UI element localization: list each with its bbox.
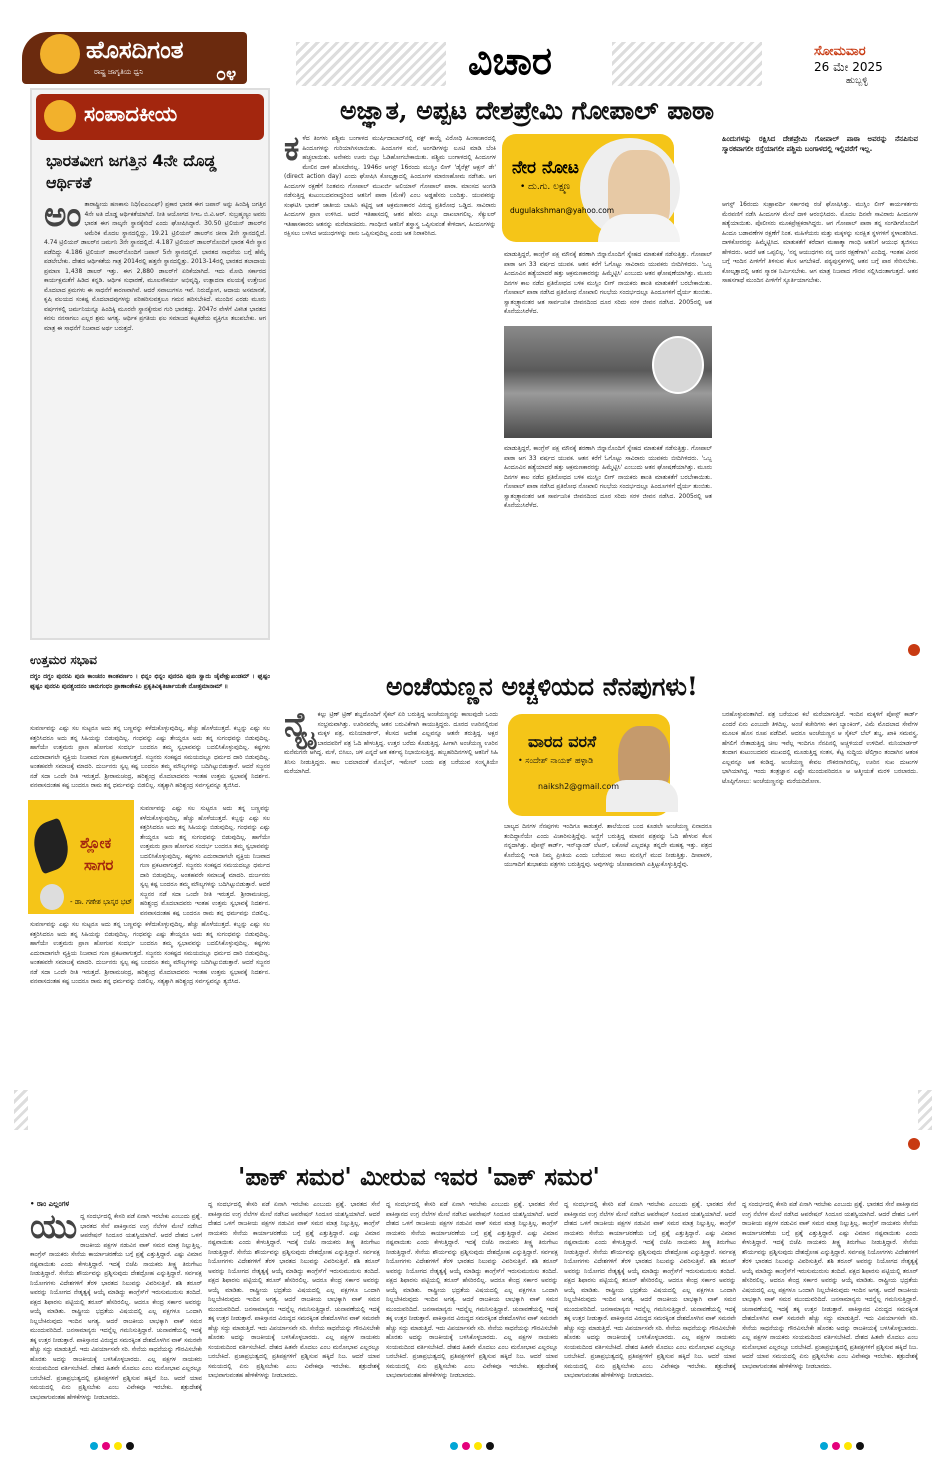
shloka-card-line2: ಸಾಗರ — [84, 856, 114, 874]
article-gopal-col2a — [504, 250, 712, 324]
article-pak-text-5: ದ್ಧ ಸಂದರ್ಭದಲ್ಲಿ ಕೇಸರಿ ಪಡೆ ಏನಾಗಿ ಇರಬೇಕು ಎಂಬುದು ಪ್ರಶ್ನೆ. ಭಾರತದ ಸೇನೆ ಪಾಕಿಸ್ತಾನದ ಉಗ್ರ ನೆಲೆಗಳ ಮೇಲೆ ನಡೆಸಿದ ಆಪರೇಷನ್ ಸಿಂದೂರ ಯಶಸ್ವಿಯಾಗಿದೆ. ಆದರೆ ದೇಶದ ಒಳಗೆ ರಾಜಕೀಯ ಪಕ್ಷಗಳ ನಡುವಿನ ವಾಕ್ ಸಮರ ಮಾತ್ರ ನಿಲ್ಲುತ್ತಿಲ್ಲ. ಕಾಂಗ್ರೆಸ್ ನಾಯಕರು ಸೇನೆಯ ಕಾರ್ಯಾಚರಣೆಯ ಬಗ್ಗೆ ಪ್ರಶ್ನೆ ಎತ್ತುತ್ತಿದ್ದಾರೆ. ಎಷ್ಟು ವಿಮಾನ ನಷ್ಟವಾಯಿತು ಎಂದು ಕೇಳುತ್ತಿದ್ದಾರೆ. ಇದಕ್ಕೆ ಬಿಜೆಪಿ ನಾಯಕರು ತೀಕ್ಷ್ಣ ತಿರುಗೇಟು ನೀಡುತ್ತಿದ್ದಾರೆ. ಸೇನೆಯ ಶೌರ್ಯವನ್ನು ಪ್ರಶ್ನಿಸುವುದು ದೇಶದ್ರೋಹ ಎನ್ನುತ್ತಿದ್ದಾರೆ. ಸರ್ವಪಕ್ಷ ನಿಯೋಗಗಳು ವಿದೇಶಗಳಿಗೆ ತೆರಳಿ ಭಾರತದ ನಿಲುವನ್ನು ವಿವರಿಸುತ್ತಿವೆ. ಶಶಿ ತರೂರ್ ಅವರನ್ನು ನಿಯೋಗದ ನೇತೃತ್ವಕ್ಕೆ ಆಯ್ಕೆ ಮಾಡಿದ್ದು ಕಾಂಗ್ರೆಸ್‌ಗೆ ಇರುಸುಮುರುಸು ತಂದಿದೆ. ಪಕ್ಷದ ಶಿಫಾರಸು ಪಟ್ಟಿಯಲ್ಲಿ ತರೂರ್ ಹೆಸರಿರಲಿಲ್ಲ. ಆದರೂ ಕೇಂದ್ರ ಸರ್ಕಾರ ಅವರನ್ನು ಆಯ್ಕೆ ಮಾಡಿತು. ರಾಷ್ಟ್ರೀಯ ಭದ್ರತೆಯ ವಿಷಯದಲ್ಲಿ ಎಲ್ಲ ಪಕ್ಷಗಳೂ ಒಂದಾಗಿ ನಿಲ್ಲಬೇಕಿರುವುದು ಇಂದಿನ ಅಗತ್ಯ. ಆದರೆ ರಾಜಕೀಯ ಲಾಭಕ್ಕಾಗಿ ವಾಕ್ ಸಮರ ಮುಂದುವರಿದಿದೆ. ಜನಸಾಮಾನ್ಯರು ಇದನ್ನೆಲ್ಲ ಗಮನಿಸುತ್ತಿದ್ದಾರೆ. ಚುನಾವಣೆಯಲ್ಲಿ ಇದಕ್ಕೆ ತಕ್ಕ ಉತ್ತರ ನೀಡುತ್ತಾರೆ. ಪಾಕಿಸ್ತಾನದ ವಿರುದ್ಧದ ಸಮರಕ್ಕಿಂತ ದೇಶದೊಳಗಿನ ವಾಕ್ ಸಮರವೇ ಹೆಚ್ಚು ಸದ್ದು ಮಾಡುತ್ತಿದೆ. ಇದು ವಿಪರ್ಯಾಸವೇ ಸರಿ. ಸೇನೆಯ ಸಾಧನೆಯನ್ನು ಗೌರವಿಸಬೇಕೇ ಹೊರತು ಅದನ್ನು ರಾಜಕೀಯಕ್ಕೆ ಬಳಸಿಕೊಳ್ಳಬಾರದು. ಎಲ್ಲ ಪಕ್ಷಗಳ ನಾಯಕರು ಸಂಯಮದಿಂದ ವರ್ತಿಸಬೇಕಿದೆ. ದೇಶದ ಹಿತವೇ ಮೊದಲು ಎಂಬ ಮನೋಭಾವ ಎಲ್ಲರಲ್ಲೂ ಬರಬೇಕಿದೆ. ಪ್ರಜಾಪ್ರಭುತ್ವದಲ್ಲಿ ಪ್ರತಿಪಕ್ಷಗಳಿಗೆ ಪ್ರಶ್ನಿಸುವ ಹಕ್ಕಿದೆ ನಿಜ. ಆದರೆ ಯಾವ ಸಮಯದಲ್ಲಿ ಏನು ಪ್ರಶ್ನಿಸಬೇಕು ಎಂಬ ವಿವೇಕವೂ ಇರಬೇಕು. ಶತ್ರುದೇಶಕ್ಕೆ ಲಾಭವಾಗುವಂತಹ ಹೇಳಿಕೆಗಳನ್ನು ನೀಡಬಾರದು. — [742, 1201, 918, 1370]
article-gopal-text-3: ಆಗಸ್ಟ್ 16ರಂದು ಸುಹ್ರಾವರ್ದಿ ಸರ್ಕಾರವು ರಜೆ ಘೋಷಿಸಿತ್ತು. ಮುಸ್ಲಿಂ ಲೀಗ್ ಕಾರ್ಯಕರ್ತರು ಮೆರವಣಿಗೆ ನಡೆಸಿ ಹಿಂದೂಗಳ ಮೇಲೆ ದಾಳಿ ಆರಂಭಿಸಿದರು. ಮೊದಲ ದಿನವೇ ಸಾವಿರಾರು ಹಿಂದೂಗಳ ಹತ್ಯೆಯಾಯಿತು. ಪೊಲೀಸರು ಮೂಕಪ್ರೇಕ್ಷಕರಾಗಿದ್ದರು. ಆಗ ಗೋಪಾಲ್ ಪಾಠಾ ತನ್ನ ಸಂಗಡಿಗರೊಂದಿಗೆ ಹಿಂದೂ ಬಡಾವಣೆಗಳ ರಕ್ಷಣೆಗೆ ನಿಂತ. ಮಹಿಳೆಯರು ಮತ್ತು ಮಕ್ಕಳನ್ನು ಸುರಕ್ಷಿತ ಸ್ಥಳಗಳಿಗೆ ಸ್ಥಳಾಂತರಿಸಿದ. ದಾಳಿಕೋರರನ್ನು ಹಿಮ್ಮೆಟ್ಟಿಸಿದ. ಮಾತುಕತೆಗೆ ಕರೆದಾಗ ಮಹಾತ್ಮಾ ಗಾಂಧಿ ಆತನಿಗೆ ಆಯುಧ ತ್ಯಜಿಸಲು ಹೇಳಿದರು. ಆದರೆ ಆತ ಒಪ್ಪಲಿಲ್ಲ. 'ನನ್ನ ಆಯುಧಗಳು ನನ್ನ ಜನರ ರಕ್ಷಣೆಗಾಗಿ' ಎಂದಿದ್ದ. ಇಂತಹ ವೀರನ ಬಗ್ಗೆ ಇಂದಿನ ಪೀಳಿಗೆಗೆ ತಿಳಿಸುವ ಕೆಲಸ ಆಗಬೇಕಿದೆ. ಪಠ್ಯಪುಸ್ತಕಗಳಲ್ಲಿ ಆತನ ಬಗ್ಗೆ ಪಾಠ ಸೇರಿಸಬೇಕು. ಕೋಲ್ಕತ್ತಾದಲ್ಲಿ ಆತನ ಸ್ಮಾರಕ ನಿರ್ಮಿಸಬೇಕು. ಆಗ ಮಾತ್ರ ನಿಜವಾದ ಗೌರವ ಸಲ್ಲಿಸಿದಂತಾಗುತ್ತದೆ. ಆತನ ಸಾಹಸಗಾಥೆ ಮುಂದಿನ ಪೀಳಿಗೆಗೆ ಸ್ಫೂರ್ತಿಯಾಗಬೇಕು. — [722, 201, 918, 284]
author-email-link-2[interactable]: naiksh2@gmail.com — [538, 782, 620, 791]
editorial-body — [44, 200, 266, 636]
logo-emblem-icon — [40, 34, 80, 74]
yellow-dot — [844, 1442, 852, 1450]
article-gopal-pullquote — [722, 134, 918, 192]
article-gopal-dropcap: ಕ — [284, 134, 300, 169]
subhava-text-3: ಸುವರ್ಣವನ್ನು ಎಷ್ಟು ಸಲ ಸುಟ್ಟರೂ ಅದು ತನ್ನ ಬಣ್ಣವನ್ನು ಕಳೆದುಕೊಳ್ಳುವುದಿಲ್ಲ, ಹೆಚ್ಚು ಹೊಳೆಯುತ್ತದೆ. ಕಬ್ಬನ್ನು ಎಷ್ಟು ಸಲ ಕತ್ತರಿಸಿದರೂ ಅದು ತನ್ನ ಸಿಹಿಯನ್ನು ಬಿಡುವುದಿಲ್ಲ. ಗಂಧವನ್ನು ಎಷ್ಟು ತೇಯ್ದರೂ ಅದು ತನ್ನ ಸುಗಂಧವನ್ನು ಬಿಡುವುದಿಲ್ಲ. ಹಾಗೆಯೇ ಉತ್ತಮರು ಪ್ರಾಣ ಹೋಗುವ ಸಂದರ್ಭ ಬಂದರೂ ತಮ್ಮ ಸ್ವಭಾವವನ್ನು ಬದಲಿಸಿಕೊಳ್ಳುವುದಿಲ್ಲ. ಕಷ್ಟಗಳು ಎದುರಾದಾಗಲೇ ವ್ಯಕ್ತಿಯ ನಿಜವಾದ ಗುಣ ಪ್ರಕಟವಾಗುತ್ತದೆ. ಸಜ್ಜನರು ಸಂಕಷ್ಟದ ಸಮಯದಲ್ಲೂ ಧರ್ಮದ ದಾರಿ ಬಿಡುವುದಿಲ್ಲ. ಅಂತಹವರೇ ಸಮಾಜಕ್ಕೆ ಮಾದರಿ. ದುರ್ಜನರು ಸ್ವಲ್ಪ ಕಷ್ಟ ಬಂದರೂ ತಮ್ಮ ಮೌಲ್ಯಗಳನ್ನು ಬದಿಗಿಟ್ಟುಬಿಡುತ್ತಾರೆ. ಆದರೆ ಸಜ್ಜನರ ನಡೆ ಸದಾ ಒಂದೇ ರೀತಿ ಇರುತ್ತದೆ. ಶ್ರೀರಾಮಚಂದ್ರ, ಹರಿಶ್ಚಂದ್ರ ಮೊದಲಾದವರು ಇಂತಹ ಉತ್ತಮ ಸ್ವಭಾವಕ್ಕೆ ನಿದರ್ಶನ. ವನವಾಸದಂತಹ ಕಷ್ಟ ಬಂದರೂ ರಾಮ ತನ್ನ ಧರ್ಮವನ್ನು ಬಿಡಲಿಲ್ಲ. ಸತ್ಯಕ್ಕಾಗಿ ಹರಿಶ್ಚಂದ್ರ ಸರ್ವಸ್ವವನ್ನೂ ತ್ಯಜಿಸಿದ. — [30, 921, 270, 985]
article-gopal-text-2b: ಮಾಡುತ್ತಿದ್ದರೆ, ಕಾಂಗ್ರೆಸ್ ಪಕ್ಷ ಮೌನಕ್ಕೆ ಶರಣಾಗಿ ಜಿನ್ನಾನೊಂದಿಗೆ ಸ್ನೇಹದ ಮಾತುಕತೆ ನಡೆಸುತ್ತಿತ್ತು. ಗೋಪಾಲ್ ಪಾಠಾ ಆಗ 33 ವರ್ಷದ ಯುವಕ. ಆತನ ಕರೆಗೆ ಓಗೊಟ್ಟು ಸಾವಿರಾರು ಯುವಕರು ಬೀದಿಗಿಳಿದರು. 'ಒಬ್ಬ ಹಿಂದೂವಿನ ಹತ್ಯೆಯಾದರೆ ಹತ್ತು ಆಕ್ರಮಣಕಾರರನ್ನು ಹಿಮ್ಮೆಟ್ಟಿಸಿ' ಎಂಬುದು ಆತನ ಘೋಷಣೆಯಾಗಿತ್ತು. ಮೂರು ದಿನಗಳ ಕಾಲ ನಡೆದ ಪ್ರತಿರೋಧದ ಬಳಿಕ ಮುಸ್ಲಿಂ ಲೀಗ್ ನಾಯಕರು ಶಾಂತಿ ಮಾತುಕತೆಗೆ ಬರಬೇಕಾಯಿತು. ಗೋಪಾಲ್ ಪಾಠಾ ನಡೆಸಿದ ಪ್ರತಿರೋಧ ನೋಖಾಲಿ ಗಲಭೆಯ ಸಂದರ್ಭದಲ್ಲೂ ಹಿಂದೂಗಳಿಗೆ ಧೈರ್ಯ ತುಂಬಿತು. ಸ್ವಾತಂತ್ರ್ಯಾನಂತರ ಆತ ಸಾರ್ವಜನಿಕ ಜೀವನದಿಂದ ದೂರ ಸರಿದು ಸರಳ ಜೀವನ ನಡೆಸಿದ. 2005ರಲ್ಲಿ ಆತ ಕೊನೆಯುಸಿರೆಳೆದ. — [504, 445, 712, 509]
article-pak-col4 — [564, 1200, 736, 1436]
yellow-dot — [474, 1442, 482, 1450]
subhava-body-top — [30, 724, 270, 800]
article-pak-col5 — [742, 1200, 918, 1436]
column-author: • ದು.ಗು. ಲಕ್ಷ್ಮಣ — [520, 182, 570, 192]
article-pak-text-4: ದ್ಧ ಸಂದರ್ಭದಲ್ಲಿ ಕೇಸರಿ ಪಡೆ ಏನಾಗಿ ಇರಬೇಕು ಎಂಬುದು ಪ್ರಶ್ನೆ. ಭಾರತದ ಸೇನೆ ಪಾಕಿಸ್ತಾನದ ಉಗ್ರ ನೆಲೆಗಳ ಮೇಲೆ ನಡೆಸಿದ ಆಪರೇಷನ್ ಸಿಂದೂರ ಯಶಸ್ವಿಯಾಗಿದೆ. ಆದರೆ ದೇಶದ ಒಳಗೆ ರಾಜಕೀಯ ಪಕ್ಷಗಳ ನಡುವಿನ ವಾಕ್ ಸಮರ ಮಾತ್ರ ನಿಲ್ಲುತ್ತಿಲ್ಲ. ಕಾಂಗ್ರೆಸ್ ನಾಯಕರು ಸೇನೆಯ ಕಾರ್ಯಾಚರಣೆಯ ಬಗ್ಗೆ ಪ್ರಶ್ನೆ ಎತ್ತುತ್ತಿದ್ದಾರೆ. ಎಷ್ಟು ವಿಮಾನ ನಷ್ಟವಾಯಿತು ಎಂದು ಕೇಳುತ್ತಿದ್ದಾರೆ. ಇದಕ್ಕೆ ಬಿಜೆಪಿ ನಾಯಕರು ತೀಕ್ಷ್ಣ ತಿರುಗೇಟು ನೀಡುತ್ತಿದ್ದಾರೆ. ಸೇನೆಯ ಶೌರ್ಯವನ್ನು ಪ್ರಶ್ನಿಸುವುದು ದೇಶದ್ರೋಹ ಎನ್ನುತ್ತಿದ್ದಾರೆ. ಸರ್ವಪಕ್ಷ ನಿಯೋಗಗಳು ವಿದೇಶಗಳಿಗೆ ತೆರಳಿ ಭಾರತದ ನಿಲುವನ್ನು ವಿವರಿಸುತ್ತಿವೆ. ಶಶಿ ತರೂರ್ ಅವರನ್ನು ನಿಯೋಗದ ನೇತೃತ್ವಕ್ಕೆ ಆಯ್ಕೆ ಮಾಡಿದ್ದು ಕಾಂಗ್ರೆಸ್‌ಗೆ ಇರುಸುಮುರುಸು ತಂದಿದೆ. ಪಕ್ಷದ ಶಿಫಾರಸು ಪಟ್ಟಿಯಲ್ಲಿ ತರೂರ್ ಹೆಸರಿರಲಿಲ್ಲ. ಆದರೂ ಕೇಂದ್ರ ಸರ್ಕಾರ ಅವರನ್ನು ಆಯ್ಕೆ ಮಾಡಿತು. ರಾಷ್ಟ್ರೀಯ ಭದ್ರತೆಯ ವಿಷಯದಲ್ಲಿ ಎಲ್ಲ ಪಕ್ಷಗಳೂ ಒಂದಾಗಿ ನಿಲ್ಲಬೇಕಿರುವುದು ಇಂದಿನ ಅಗತ್ಯ. ಆದರೆ ರಾಜಕೀಯ ಲಾಭಕ್ಕಾಗಿ ವಾಕ್ ಸಮರ ಮುಂದುವರಿದಿದೆ. ಜನಸಾಮಾನ್ಯರು ಇದನ್ನೆಲ್ಲ ಗಮನಿಸುತ್ತಿದ್ದಾರೆ. ಚುನಾವಣೆಯಲ್ಲಿ ಇದಕ್ಕೆ ತಕ್ಕ ಉತ್ತರ ನೀಡುತ್ತಾರೆ. ಪಾಕಿಸ್ತಾನದ ವಿರುದ್ಧದ ಸಮರಕ್ಕಿಂತ ದೇಶದೊಳಗಿನ ವಾಕ್ ಸಮರವೇ ಹೆಚ್ಚು ಸದ್ದು ಮಾಡುತ್ತಿದೆ. ಇದು ವಿಪರ್ಯಾಸವೇ ಸರಿ. ಸೇನೆಯ ಸಾಧನೆಯನ್ನು ಗೌರವಿಸಬೇಕೇ ಹೊರತು ಅದನ್ನು ರಾಜಕೀಯಕ್ಕೆ ಬಳಸಿಕೊಳ್ಳಬಾರದು. ಎಲ್ಲ ಪಕ್ಷಗಳ ನಾಯಕರು ಸಂಯಮದಿಂದ ವರ್ತಿಸಬೇಕಿದೆ. ದೇಶದ ಹಿತವೇ ಮೊದಲು ಎಂಬ ಮನೋಭಾವ ಎಲ್ಲರಲ್ಲೂ ಬರಬೇಕಿದೆ. ಪ್ರಜಾಪ್ರಭುತ್ವದಲ್ಲಿ ಪ್ರತಿಪಕ್ಷಗಳಿಗೆ ಪ್ರಶ್ನಿಸುವ ಹಕ್ಕಿದೆ ನಿಜ. ಆದರೆ ಯಾವ ಸಮಯದಲ್ಲಿ ಏನು ಪ್ರಶ್ನಿಸಬೇಕು ಎಂಬ ವಿವೇಕವೂ ಇರಬೇಕು. ಶತ್ರುದೇಶಕ್ಕೆ ಲಾಭವಾಗುವಂತಹ ಹೇಳಿಕೆಗಳನ್ನು ನೀಡಬಾರದು. — [564, 1201, 736, 1379]
print-registration-marks — [90, 1442, 134, 1450]
edition-number: ೦೪ — [216, 64, 237, 85]
article-anche-text-1: ಕಲ್ಲು ಟ್ರಿಣ್ ಟ್ರಿಣ್ ಶಬ್ದದೊಂದಿಗೆ ಸೈಕಲ್ ಏರಿ ಬರುತ್ತಿದ್ದ ಅಂಚೆಯಣ್ಣನನ್ನು ಕಾಣುವುದೇ ಒಂದು ಸಂಭ್ರಮವಾಗಿತ್ತು. ಊರಿನವರೆಲ್ಲ ಆತನ ಬರುವಿಕೆಗಾಗಿ ಕಾಯುತ್ತಿದ್ದರು. ದೂರದ ಊರಿನಲ್ಲಿರುವ ಮಕ್ಕಳ ಪತ್ರ, ಮನಿಯಾರ್ಡರ್, ಕೆಲಸದ ಆದೇಶ ಎಲ್ಲವನ್ನೂ ಆತನೇ ತರುತ್ತಿದ್ದ. ಅಕ್ಷರ ಬಾರದವರಿಗೆ ಪತ್ರ ಓದಿ ಹೇಳುತ್ತಿದ್ದ. ಉತ್ತರ ಬರೆದು ಕೊಡುತ್ತಿದ್ದ. ಹೀಗಾಗಿ ಅಂಚೆಯಣ್ಣ ಊರಿನ ಮನೆಮಗನೇ ಆಗಿದ್ದ. ಮಳೆ, ಬಿಸಿಲು, ಚಳಿ ಎನ್ನದೆ ಆತ ಕರ್ತವ್ಯ ನಿಭಾಯಿಸುತ್ತಿದ್ದ. ಹಬ್ಬಹರಿದಿನಗಳಲ್ಲಿ ಆತನಿಗೆ ಸಿಹಿ ತಿನಿಸು ನೀಡುತ್ತಿದ್ದರು. ಕಾಲ ಬದಲಾದಂತೆ ಮೊಬೈಲ್, ಇಮೇಲ್ ಬಂದು ಪತ್ರ ಬರೆಯುವ ಸಂಸ್ಕೃತಿಯೇ ಮರೆಯಾಗಿದೆ. — [284, 711, 498, 775]
article-pak-col2 — [208, 1200, 380, 1436]
article-pak-text-2: ದ್ಧ ಸಂದರ್ಭದಲ್ಲಿ ಕೇಸರಿ ಪಡೆ ಏನಾಗಿ ಇರಬೇಕು ಎಂಬುದು ಪ್ರಶ್ನೆ. ಭಾರತದ ಸೇನೆ ಪಾಕಿಸ್ತಾನದ ಉಗ್ರ ನೆಲೆಗಳ ಮೇಲೆ ನಡೆಸಿದ ಆಪರೇಷನ್ ಸಿಂದೂರ ಯಶಸ್ವಿಯಾಗಿದೆ. ಆದರೆ ದೇಶದ ಒಳಗೆ ರಾಜಕೀಯ ಪಕ್ಷಗಳ ನಡುವಿನ ವಾಕ್ ಸಮರ ಮಾತ್ರ ನಿಲ್ಲುತ್ತಿಲ್ಲ. ಕಾಂಗ್ರೆಸ್ ನಾಯಕರು ಸೇನೆಯ ಕಾರ್ಯಾಚರಣೆಯ ಬಗ್ಗೆ ಪ್ರಶ್ನೆ ಎತ್ತುತ್ತಿದ್ದಾರೆ. ಎಷ್ಟು ವಿಮಾನ ನಷ್ಟವಾಯಿತು ಎಂದು ಕೇಳುತ್ತಿದ್ದಾರೆ. ಇದಕ್ಕೆ ಬಿಜೆಪಿ ನಾಯಕರು ತೀಕ್ಷ್ಣ ತಿರುಗೇಟು ನೀಡುತ್ತಿದ್ದಾರೆ. ಸೇನೆಯ ಶೌರ್ಯವನ್ನು ಪ್ರಶ್ನಿಸುವುದು ದೇಶದ್ರೋಹ ಎನ್ನುತ್ತಿದ್ದಾರೆ. ಸರ್ವಪಕ್ಷ ನಿಯೋಗಗಳು ವಿದೇಶಗಳಿಗೆ ತೆರಳಿ ಭಾರತದ ನಿಲುವನ್ನು ವಿವರಿಸುತ್ತಿವೆ. ಶಶಿ ತರೂರ್ ಅವರನ್ನು ನಿಯೋಗದ ನೇತೃತ್ವಕ್ಕೆ ಆಯ್ಕೆ ಮಾಡಿದ್ದು ಕಾಂಗ್ರೆಸ್‌ಗೆ ಇರುಸುಮುರುಸು ತಂದಿದೆ. ಪಕ್ಷದ ಶಿಫಾರಸು ಪಟ್ಟಿಯಲ್ಲಿ ತರೂರ್ ಹೆಸರಿರಲಿಲ್ಲ. ಆದರೂ ಕೇಂದ್ರ ಸರ್ಕಾರ ಅವರನ್ನು ಆಯ್ಕೆ ಮಾಡಿತು. ರಾಷ್ಟ್ರೀಯ ಭದ್ರತೆಯ ವಿಷಯದಲ್ಲಿ ಎಲ್ಲ ಪಕ್ಷಗಳೂ ಒಂದಾಗಿ ನಿಲ್ಲಬೇಕಿರುವುದು ಇಂದಿನ ಅಗತ್ಯ. ಆದರೆ ರಾಜಕೀಯ ಲಾಭಕ್ಕಾಗಿ ವಾಕ್ ಸಮರ ಮುಂದುವರಿದಿದೆ. ಜನಸಾಮಾನ್ಯರು ಇದನ್ನೆಲ್ಲ ಗಮನಿಸುತ್ತಿದ್ದಾರೆ. ಚುನಾವಣೆಯಲ್ಲಿ ಇದಕ್ಕೆ ತಕ್ಕ ಉತ್ತರ ನೀಡುತ್ತಾರೆ. ಪಾಕಿಸ್ತಾನದ ವಿರುದ್ಧದ ಸಮರಕ್ಕಿಂತ ದೇಶದೊಳಗಿನ ವಾಕ್ ಸಮರವೇ ಹೆಚ್ಚು ಸದ್ದು ಮಾಡುತ್ತಿದೆ. ಇದು ವಿಪರ್ಯಾಸವೇ ಸರಿ. ಸೇನೆಯ ಸಾಧನೆಯನ್ನು ಗೌರವಿಸಬೇಕೇ ಹೊರತು ಅದನ್ನು ರಾಜಕೀಯಕ್ಕೆ ಬಳಸಿಕೊಳ್ಳಬಾರದು. ಎಲ್ಲ ಪಕ್ಷಗಳ ನಾಯಕರು ಸಂಯಮದಿಂದ ವರ್ತಿಸಬೇಕಿದೆ. ದೇಶದ ಹಿತವೇ ಮೊದಲು ಎಂಬ ಮನೋಭಾವ ಎಲ್ಲರಲ್ಲೂ ಬರಬೇಕಿದೆ. ಪ್ರಜಾಪ್ರಭುತ್ವದಲ್ಲಿ ಪ್ರತಿಪಕ್ಷಗಳಿಗೆ ಪ್ರಶ್ನಿಸುವ ಹಕ್ಕಿದೆ ನಿಜ. ಆದರೆ ಯಾವ ಸಮಯದಲ್ಲಿ ಏನು ಪ್ರಶ್ನಿಸಬೇಕು ಎಂಬ ವಿವೇಕವೂ ಇರಬೇಕು. ಶತ್ರುದೇಶಕ್ಕೆ ಲಾಭವಾಗುವಂತಹ ಹೇಳಿಕೆಗಳನ್ನು ನೀಡಬಾರದು. — [208, 1201, 380, 1379]
magenta-dot — [462, 1442, 470, 1450]
article-gopal-intro: ಹಿಂದುಗಳನ್ನು ರಕ್ಷಿಸಿದ ದೇಶಪ್ರೇಮಿ ಗೋಪಾಲ್ ಪಾಠಾ ಅವರನ್ನು ನೆನಪಿಸುವ ಸ್ಮಾರಕವಾಗಲೀ ರಸ್ತೆಯಾಗಲೀ ಪಶ್ಚಿಮ ಬಂಗಾಳದಲ್ಲಿ ಇಲ್ಲಿವರೆಗೆ ಇಲ್ಲ. — [722, 135, 918, 153]
magenta-dot — [832, 1442, 840, 1450]
issue-date: 26 ಮೇ 2025 — [814, 60, 883, 74]
shloka-author: - ಡಾ. ಗಣೇಶ ಭಾಸ್ಕರ ಭಟ್ — [70, 898, 133, 906]
editorial-text: ತಾರಾಷ್ಟ್ರೀಯ ಹಣಕಾಸು ನಿಧಿ(ಐಎಂಎಫ್) ಪ್ರಕಾರ ಭಾರತ ಈಗ ಜಪಾನ್ ಅನ್ನು ಹಿಂದಿಕ್ಕಿ ಜಗತ್ತಿನ 4ನೇ ಅತಿ ದೊಡ್ಡ ಆರ್ಥಿಕತೆಯಾಗಿದೆ. ನೀತಿ ಆಯೋಗದ ಸಿಇಒ ಬಿ.ವಿ.ಆರ್. ಸುಬ್ರಹ್ಮಣ್ಯಂ ಅವರು ಭಾರತ ಈಗ ನಾಲ್ಕನೇ ಸ್ಥಾನಕ್ಕೇರಿದೆ ಎಂದು ಘೋಷಿಸಿದ್ದಾರೆ. 30.50 ಟ್ರಿಲಿಯನ್ ಡಾಲರ್‌ನ ಅಮೆರಿಕ ಮೊದಲ ಸ್ಥಾನದಲ್ಲಿದ್ದು, 19.21 ಟ್ರಿಲಿಯನ್ ಡಾಲರ್‌ನ ಚೀನಾ 2ನೇ ಸ್ಥಾನದಲ್ಲಿದೆ. 4.74 ಟ್ರಿಲಿಯನ್ ಡಾಲರ್‌ನ ಜರ್ಮನಿ 3ನೇ ಸ್ಥಾನದಲ್ಲಿದೆ. 4.187 ಟ್ರಿಲಿಯನ್ ಡಾಲರ್‌ನೊಂದಿಗೆ ಭಾರತ 4ನೇ ಸ್ಥಾನ ಪಡೆದಿದ್ದು 4.186 ಟ್ರಿಲಿಯನ್ ಡಾಲರ್‌ನೊಂದಿಗೆ ಜಪಾನ್ 5ನೇ ಸ್ಥಾನದಲ್ಲಿದೆ. ಭಾರತದ ಸಾಧನೆಯ ಬಗ್ಗೆ ಹೆಮ್ಮೆ ಪಡಲೇಬೇಕು. ದೇಶದ ಆರ್ಥಿಕತೆಯ ಗಾತ್ರ 2014ರಲ್ಲಿ ಹತ್ತನೇ ಸ್ಥಾನದಲ್ಲಿತ್ತು. 2013-14ರಲ್ಲಿ ಭಾರತದ ತಲಾದಾಯ ಪ್ರಮಾಣ 1,438 ಡಾಲರ್ ಇತ್ತು. ಈಗ 2,880 ಡಾಲರ್‌ಗೆ ಏರಿಕೆಯಾಗಿದೆ. ಇದು ಮೋದಿ ಸರ್ಕಾರದ ಕಾರ್ಯಕ್ಷಮತೆಗೆ ಹಿಡಿದ ಕನ್ನಡಿ. ಆರ್ಥಿಕ ಸುಧಾರಣೆ, ಮೂಲಸೌಕರ್ಯ ಅಭಿವೃದ್ಧಿ, ಉತ್ಪಾದನಾ ವಲಯಕ್ಕೆ ಉತ್ತೇಜನ ಮೊದಲಾದ ಕ್ರಮಗಳು ಈ ಸಾಧನೆಗೆ ಕಾರಣವಾಗಿವೆ. ಆದರೆ ಸವಾಲುಗಳೂ ಇವೆ. ನಿರುದ್ಯೋಗ, ಆದಾಯ ಅಸಮಾನತೆ, ಕೃಷಿ ವಲಯದ ಸಂಕಷ್ಟ ಮೊದಲಾದವುಗಳನ್ನು ಪರಿಹರಿಸುವತ್ತಲೂ ಗಮನ ಹರಿಸಬೇಕಿದೆ. ಮುಂದಿನ ಎರಡು ಮೂರು ವರ್ಷಗಳಲ್ಲಿ ಜರ್ಮನಿಯನ್ನೂ ಹಿಂದಿಕ್ಕಿ ಮೂರನೇ ಸ್ಥಾನಕ್ಕೇರುವ ಗುರಿ ಭಾರತದ್ದು. 2047ರ ವೇಳೆಗೆ ವಿಕಸಿತ ಭಾರತದ ಕನಸು ನನಸಾಗಲು ಎಲ್ಲರ ಶ್ರಮ ಅಗತ್ಯ. ಆರ್ಥಿಕ ಪ್ರಗತಿಯ ಫಲ ಸಮಾಜದ ಕಟ್ಟಕಡೆಯ ವ್ಯಕ್ತಿಗೂ ತಲುಪಬೇಕು. ಆಗ ಮಾತ್ರ ಈ ಸಾಧನೆಗೆ ನಿಜವಾದ ಅರ್ಥ ಬರುತ್ತದೆ. — [44, 201, 266, 332]
article-gopal-col1 — [284, 134, 496, 644]
black-dot — [856, 1442, 864, 1450]
article-pak-text-3: ದ್ಧ ಸಂದರ್ಭದಲ್ಲಿ ಕೇಸರಿ ಪಡೆ ಏನಾಗಿ ಇರಬೇಕು ಎಂಬುದು ಪ್ರಶ್ನೆ. ಭಾರತದ ಸೇನೆ ಪಾಕಿಸ್ತಾನದ ಉಗ್ರ ನೆಲೆಗಳ ಮೇಲೆ ನಡೆಸಿದ ಆಪರೇಷನ್ ಸಿಂದೂರ ಯಶಸ್ವಿಯಾಗಿದೆ. ಆದರೆ ದೇಶದ ಒಳಗೆ ರಾಜಕೀಯ ಪಕ್ಷಗಳ ನಡುವಿನ ವಾಕ್ ಸಮರ ಮಾತ್ರ ನಿಲ್ಲುತ್ತಿಲ್ಲ. ಕಾಂಗ್ರೆಸ್ ನಾಯಕರು ಸೇನೆಯ ಕಾರ್ಯಾಚರಣೆಯ ಬಗ್ಗೆ ಪ್ರಶ್ನೆ ಎತ್ತುತ್ತಿದ್ದಾರೆ. ಎಷ್ಟು ವಿಮಾನ ನಷ್ಟವಾಯಿತು ಎಂದು ಕೇಳುತ್ತಿದ್ದಾರೆ. ಇದಕ್ಕೆ ಬಿಜೆಪಿ ನಾಯಕರು ತೀಕ್ಷ್ಣ ತಿರುಗೇಟು ನೀಡುತ್ತಿದ್ದಾರೆ. ಸೇನೆಯ ಶೌರ್ಯವನ್ನು ಪ್ರಶ್ನಿಸುವುದು ದೇಶದ್ರೋಹ ಎನ್ನುತ್ತಿದ್ದಾರೆ. ಸರ್ವಪಕ್ಷ ನಿಯೋಗಗಳು ವಿದೇಶಗಳಿಗೆ ತೆರಳಿ ಭಾರತದ ನಿಲುವನ್ನು ವಿವರಿಸುತ್ತಿವೆ. ಶಶಿ ತರೂರ್ ಅವರನ್ನು ನಿಯೋಗದ ನೇತೃತ್ವಕ್ಕೆ ಆಯ್ಕೆ ಮಾಡಿದ್ದು ಕಾಂಗ್ರೆಸ್‌ಗೆ ಇರುಸುಮುರುಸು ತಂದಿದೆ. ಪಕ್ಷದ ಶಿಫಾರಸು ಪಟ್ಟಿಯಲ್ಲಿ ತರೂರ್ ಹೆಸರಿರಲಿಲ್ಲ. ಆದರೂ ಕೇಂದ್ರ ಸರ್ಕಾರ ಅವರನ್ನು ಆಯ್ಕೆ ಮಾಡಿತು. ರಾಷ್ಟ್ರೀಯ ಭದ್ರತೆಯ ವಿಷಯದಲ್ಲಿ ಎಲ್ಲ ಪಕ್ಷಗಳೂ ಒಂದಾಗಿ ನಿಲ್ಲಬೇಕಿರುವುದು ಇಂದಿನ ಅಗತ್ಯ. ಆದರೆ ರಾಜಕೀಯ ಲಾಭಕ್ಕಾಗಿ ವಾಕ್ ಸಮರ ಮುಂದುವರಿದಿದೆ. ಜನಸಾಮಾನ್ಯರು ಇದನ್ನೆಲ್ಲ ಗಮನಿಸುತ್ತಿದ್ದಾರೆ. ಚುನಾವಣೆಯಲ್ಲಿ ಇದಕ್ಕೆ ತಕ್ಕ ಉತ್ತರ ನೀಡುತ್ತಾರೆ. ಪಾಕಿಸ್ತಾನದ ವಿರುದ್ಧದ ಸಮರಕ್ಕಿಂತ ದೇಶದೊಳಗಿನ ವಾಕ್ ಸಮರವೇ ಹೆಚ್ಚು ಸದ್ದು ಮಾಡುತ್ತಿದೆ. ಇದು ವಿಪರ್ಯಾಸವೇ ಸರಿ. ಸೇನೆಯ ಸಾಧನೆಯನ್ನು ಗೌರವಿಸಬೇಕೇ ಹೊರತು ಅದನ್ನು ರಾಜಕೀಯಕ್ಕೆ ಬಳಸಿಕೊಳ್ಳಬಾರದು. ಎಲ್ಲ ಪಕ್ಷಗಳ ನಾಯಕರು ಸಂಯಮದಿಂದ ವರ್ತಿಸಬೇಕಿದೆ. ದೇಶದ ಹಿತವೇ ಮೊದಲು ಎಂಬ ಮನೋಭಾವ ಎಲ್ಲರಲ್ಲೂ ಬರಬೇಕಿದೆ. ಪ್ರಜಾಪ್ರಭುತ್ವದಲ್ಲಿ ಪ್ರತಿಪಕ್ಷಗಳಿಗೆ ಪ್ರಶ್ನಿಸುವ ಹಕ್ಕಿದೆ ನಿಜ. ಆದರೆ ಯಾವ ಸಮಯದಲ್ಲಿ ಏನು ಪ್ರಶ್ನಿಸಬೇಕು ಎಂಬ ವಿವೇಕವೂ ಇರಬೇಕು. ಶತ್ರುದೇಶಕ್ಕೆ ಲಾಭವಾಗುವಂತಹ ಹೇಳಿಕೆಗಳನ್ನು ನೀಡಬಾರದು. — [386, 1201, 558, 1379]
subhava-verse-text: ದಗ್ಧಂ ದಗ್ಧಂ ಪುನರಪಿ ಪುನಃ ಕಾಂಚನಂ ಕಾಂತವರ್ಣಂ । ಛಿನ್ನಂ ಛಿನ್ನಂ ಪುನರಪಿ ಪುನಃ ಸ್ವಾದು ಚೈವೇಕ್ಷುಖಂಡಮ್ । ಘೃಷ್ಟಂ ಘೃಷ್ಟಂ ಪುನರಪಿ ಪುನಶ್ಚಂದನಂ ಚಾರುಗಂಧಂ ಪ್ರಾಣಾಂತೇಽಪಿ ಪ್ರಕೃತಿವಿಕೃತಿರ್ಜಾಯತೇ ನೋತ್ತಮಾನಾಮ್ ॥ — [30, 673, 270, 690]
column-author-2: • ಸಂದೇಶ್ ನಾಯಕ್ ಹಳ್ಳಾಡಿ — [518, 756, 594, 765]
article-anche-text-2: ಬಾಲ್ಯದ ದಿನಗಳ ನೆನಪುಗಳು ಇಂದಿಗೂ ಕಾಡುತ್ತವೆ. ಶಾಲೆಯಿಂದ ಬಂದ ಕೂಡಲೇ ಅಂಚೆಯಣ್ಣ ಏನಾದರೂ ತಂದಿದ್ದಾನೆಯೇ ಎಂದು ವಿಚಾರಿಸುತ್ತಿದ್ದೆವು. ಅಜ್ಜಿಗೆ ಬರುತ್ತಿದ್ದ ಮಾವನ ಪತ್ರವನ್ನು ಓದಿ ಹೇಳುವ ಕೆಲಸ ನನ್ನದಾಗಿತ್ತು. ಪೋಸ್ಟ್ ಕಾರ್ಡ್, ಇನ್‌ಲ್ಯಾಂಡ್ ಲೆಟರ್, ಲಕೋಟೆ ಎಲ್ಲದಕ್ಕೂ ತನ್ನದೇ ಮಹತ್ವ ಇತ್ತು. ಪತ್ರದ ಕೊನೆಯಲ್ಲಿ ಇಂತಿ ನಿಮ್ಮ ಪ್ರೀತಿಯ ಎಂದು ಬರೆಯುವ ಸಾಲು ಮನಸ್ಸಿಗೆ ಮುದ ನೀಡುತ್ತಿತ್ತು. ದೀಪಾವಳಿ, ಯುಗಾದಿಗೆ ಶುಭಾಶಯ ಪತ್ರಗಳು ಬರುತ್ತಿದ್ದವು. ಅವುಗಳನ್ನು ಜೋಪಾನವಾಗಿ ಎತ್ತಿಟ್ಟುಕೊಳ್ಳುತ್ತಿದ್ದೆವು. — [504, 823, 712, 868]
subhava-text-1: ಸುವರ್ಣವನ್ನು ಎಷ್ಟು ಸಲ ಸುಟ್ಟರೂ ಅದು ತನ್ನ ಬಣ್ಣವನ್ನು ಕಳೆದುಕೊಳ್ಳುವುದಿಲ್ಲ, ಹೆಚ್ಚು ಹೊಳೆಯುತ್ತದೆ. ಕಬ್ಬನ್ನು ಎಷ್ಟು ಸಲ ಕತ್ತರಿಸಿದರೂ ಅದು ತನ್ನ ಸಿಹಿಯನ್ನು ಬಿಡುವುದಿಲ್ಲ. ಗಂಧವನ್ನು ಎಷ್ಟು ತೇಯ್ದರೂ ಅದು ತನ್ನ ಸುಗಂಧವನ್ನು ಬಿಡುವುದಿಲ್ಲ. ಹಾಗೆಯೇ ಉತ್ತಮರು ಪ್ರಾಣ ಹೋಗುವ ಸಂದರ್ಭ ಬಂದರೂ ತಮ್ಮ ಸ್ವಭಾವವನ್ನು ಬದಲಿಸಿಕೊಳ್ಳುವುದಿಲ್ಲ. ಕಷ್ಟಗಳು ಎದುರಾದಾಗಲೇ ವ್ಯಕ್ತಿಯ ನಿಜವಾದ ಗುಣ ಪ್ರಕಟವಾಗುತ್ತದೆ. ಸಜ್ಜನರು ಸಂಕಷ್ಟದ ಸಮಯದಲ್ಲೂ ಧರ್ಮದ ದಾರಿ ಬಿಡುವುದಿಲ್ಲ. ಅಂತಹವರೇ ಸಮಾಜಕ್ಕೆ ಮಾದರಿ. ದುರ್ಜನರು ಸ್ವಲ್ಪ ಕಷ್ಟ ಬಂದರೂ ತಮ್ಮ ಮೌಲ್ಯಗಳನ್ನು ಬದಿಗಿಟ್ಟುಬಿಡುತ್ತಾರೆ. ಆದರೆ ಸಜ್ಜನರ ನಡೆ ಸದಾ ಒಂದೇ ರೀತಿ ಇರುತ್ತದೆ. ಶ್ರೀರಾಮಚಂದ್ರ, ಹರಿಶ್ಚಂದ್ರ ಮೊದಲಾದವರು ಇಂತಹ ಉತ್ತಮ ಸ್ವಭಾವಕ್ಕೆ ನಿದರ್ಶನ. ವನವಾಸದಂತಹ ಕಷ್ಟ ಬಂದರೂ ರಾಮ ತನ್ನ ಧರ್ಮವನ್ನು ಬಿಡಲಿಲ್ಲ. ಸತ್ಯಕ್ಕಾಗಿ ಹರಿಶ್ಚಂದ್ರ ಸರ್ವಸ್ವವನ್ನೂ ತ್ಯಜಿಸಿದ. — [30, 725, 270, 789]
gopal-portrait-inset — [652, 336, 704, 394]
newspaper-logo[interactable]: ಹೊಸದಿಗಂತ — [86, 36, 184, 64]
article-anche-col1 — [284, 710, 498, 1150]
decorative-stripe — [918, 1090, 932, 1130]
shloka-card-line1: ಶ್ಲೋಕ — [80, 834, 112, 852]
article-gopal-text-2: ಮಾಡುತ್ತಿದ್ದರೆ, ಕಾಂಗ್ರೆಸ್ ಪಕ್ಷ ಮೌನಕ್ಕೆ ಶರಣಾಗಿ ಜಿನ್ನಾನೊಂದಿಗೆ ಸ್ನೇಹದ ಮಾತುಕತೆ ನಡೆಸುತ್ತಿತ್ತು. ಗೋಪಾಲ್ ಪಾಠಾ ಆಗ 33 ವರ್ಷದ ಯುವಕ. ಆತನ ಕರೆಗೆ ಓಗೊಟ್ಟು ಸಾವಿರಾರು ಯುವಕರು ಬೀದಿಗಿಳಿದರು. 'ಒಬ್ಬ ಹಿಂದೂವಿನ ಹತ್ಯೆಯಾದರೆ ಹತ್ತು ಆಕ್ರಮಣಕಾರರನ್ನು ಹಿಮ್ಮೆಟ್ಟಿಸಿ' ಎಂಬುದು ಆತನ ಘೋಷಣೆಯಾಗಿತ್ತು. ಮೂರು ದಿನಗಳ ಕಾಲ ನಡೆದ ಪ್ರತಿರೋಧದ ಬಳಿಕ ಮುಸ್ಲಿಂ ಲೀಗ್ ನಾಯಕರು ಶಾಂತಿ ಮಾತುಕತೆಗೆ ಬರಬೇಕಾಯಿತು. ಗೋಪಾಲ್ ಪಾಠಾ ನಡೆಸಿದ ಪ್ರತಿರೋಧ ನೋಖಾಲಿ ಗಲಭೆಯ ಸಂದರ್ಭದಲ್ಲೂ ಹಿಂದೂಗಳಿಗೆ ಧೈರ್ಯ ತುಂಬಿತು. ಸ್ವಾತಂತ್ರ್ಯಾನಂತರ ಆತ ಸಾರ್ವಜನಿಕ ಜೀವನದಿಂದ ದೂರ ಸರಿದು ಸರಳ ಜೀವನ ನಡೆಸಿದ. 2005ರಲ್ಲಿ ಆತ ಕೊನೆಯುಸಿರೆಳೆದ. — [504, 251, 712, 315]
article-pak-byline: • ರಾಂ ಎಲ್ಲಂಗಳ — [30, 1200, 70, 1208]
author-photo-shirt — [598, 214, 680, 242]
article-end-marker-icon — [908, 644, 920, 656]
article-anche-title[interactable]: ಅಂಚೆಯಣ್ಣನ ಅಚ್ಚಳಿಯದ ನೆನಪುಗಳು! — [386, 672, 698, 701]
decorative-stripe — [296, 42, 446, 86]
yellow-dot — [114, 1442, 122, 1450]
subhava-body-side — [140, 804, 270, 916]
article-pak-col1 — [30, 1212, 202, 1436]
article-end-marker-icon — [908, 1138, 920, 1150]
article-gopal-text-1: ಳೆದ ತಿಂಗಳು ಪಶ್ಚಿಮ ಬಂಗಾಳದ ಮುರ್ಷಿದಾಬಾದ್‌ನಲ್ಲಿ ವಕ್ಫ್ ಕಾಯ್ದೆ ವಿರೋಧಿ ಹಿಂಸಾಚಾರದಲ್ಲಿ ಹಿಂದೂಗಳನ್ನು ಗುರಿಯಾಗಿಸಲಾಯಿತು. ಹಿಂದೂಗಳ ಮನೆ, ಅಂಗಡಿಗಳನ್ನು ಲೂಟಿ ಮಾಡಿ ಬೆಂಕಿ ಹಚ್ಚಲಾಯಿತು. ಅನೇಕರು ಊರು ಬಿಟ್ಟು ಓಡಿಹೋಗಬೇಕಾಯಿತು. ಪಶ್ಚಿಮ ಬಂಗಾಳದಲ್ಲಿ ಹಿಂದೂಗಳ ಮೇಲಿನ ದಾಳಿ ಹೊಸದೇನಲ್ಲ. 1946ರ ಆಗಸ್ಟ್ 16ರಂದು ಮುಸ್ಲಿಂ ಲೀಗ್ 'ಡೈರೆಕ್ಟ್ ಆಕ್ಷನ್ ಡೇ' (direct action day) ಎಂದು ಘೋಷಿಸಿ ಕೋಲ್ಕತ್ತಾದಲ್ಲಿ ಹಿಂದೂಗಳ ಮಾರಣಹೋಮ ನಡೆಸಿತು. ಆಗ ಹಿಂದೂಗಳ ರಕ್ಷಣೆಗೆ ನಿಂತವನು ಗೋಪಾಲ್ ಮುಖರ್ಜಿ ಅಲಿಯಾಸ್ ಗೋಪಾಲ್ ಪಾಠಾ. ಮಾಂಸದ ಅಂಗಡಿ ನಡೆಸುತ್ತಿದ್ದ ಕುಟುಂಬದವನಾದ್ದರಿಂದ ಆತನಿಗೆ ಪಾಠಾ (ಮೇಕೆ) ಎಂಬ ಅಡ್ಡಹೆಸರು ಬಂದಿತ್ತು. ಯುವಕರನ್ನು ಸಂಘಟಿಸಿ ಭಾರತ್ ಜಾತೀಯ ಬಾಹಿನಿ ಕಟ್ಟಿದ್ದ ಆತ ಆಕ್ರಮಣಕಾರರ ವಿರುದ್ಧ ಪ್ರತಿರೋಧ ಒಡ್ಡಿದ. ಸಾವಿರಾರು ಹಿಂದೂಗಳ ಪ್ರಾಣ ಉಳಿಸಿದ. ಆದರೆ ಇತಿಹಾಸದಲ್ಲಿ ಆತನ ಹೆಸರು ಎಲ್ಲೂ ದಾಖಲಾಗಲಿಲ್ಲ. ಸೆಕ್ಯುಲರ್ ಇತಿಹಾಸಕಾರರು ಆತನನ್ನು ಮರೆಮಾಚಿದರು. ಗಾಂಧೀಜಿ ಆತನಿಗೆ ಶಸ್ತ್ರಾಸ್ತ್ರ ಒಪ್ಪಿಸುವಂತೆ ಕೇಳಿದಾಗ, ಹಿಂದೂಗಳನ್ನು ರಕ್ಷಿಸಲು ಬಳಸಿದ ಆಯುಧಗಳನ್ನು ನಾನು ಒಪ್ಪಿಸುವುದಿಲ್ಲ ಎಂದು ಆತ ನಿರಾಕರಿಸಿದ. — [284, 135, 496, 237]
article-gopal-title[interactable]: ಅಜ್ಞಾತ, ಅಪ್ಪಟ ದೇಶಪ್ರೇಮಿ ಗೋಪಾಲ್ ಪಾಠಾ — [340, 96, 715, 125]
article-anche-col2 — [504, 822, 712, 1150]
page-title: ವಿಚಾರ — [468, 38, 552, 83]
decorative-stripe — [14, 1090, 28, 1130]
subhava-text-2: ಸುವರ್ಣವನ್ನು ಎಷ್ಟು ಸಲ ಸುಟ್ಟರೂ ಅದು ತನ್ನ ಬಣ್ಣವನ್ನು ಕಳೆದುಕೊಳ್ಳುವುದಿಲ್ಲ, ಹೆಚ್ಚು ಹೊಳೆಯುತ್ತದೆ. ಕಬ್ಬನ್ನು ಎಷ್ಟು ಸಲ ಕತ್ತರಿಸಿದರೂ ಅದು ತನ್ನ ಸಿಹಿಯನ್ನು ಬಿಡುವುದಿಲ್ಲ. ಗಂಧವನ್ನು ಎಷ್ಟು ತೇಯ್ದರೂ ಅದು ತನ್ನ ಸುಗಂಧವನ್ನು ಬಿಡುವುದಿಲ್ಲ. ಹಾಗೆಯೇ ಉತ್ತಮರು ಪ್ರಾಣ ಹೋಗುವ ಸಂದರ್ಭ ಬಂದರೂ ತಮ್ಮ ಸ್ವಭಾವವನ್ನು ಬದಲಿಸಿಕೊಳ್ಳುವುದಿಲ್ಲ. ಕಷ್ಟಗಳು ಎದುರಾದಾಗಲೇ ವ್ಯಕ್ತಿಯ ನಿಜವಾದ ಗುಣ ಪ್ರಕಟವಾಗುತ್ತದೆ. ಸಜ್ಜನರು ಸಂಕಷ್ಟದ ಸಮಯದಲ್ಲೂ ಧರ್ಮದ ದಾರಿ ಬಿಡುವುದಿಲ್ಲ. ಅಂತಹವರೇ ಸಮಾಜಕ್ಕೆ ಮಾದರಿ. ದುರ್ಜನರು ಸ್ವಲ್ಪ ಕಷ್ಟ ಬಂದರೂ ತಮ್ಮ ಮೌಲ್ಯಗಳನ್ನು ಬದಿಗಿಟ್ಟುಬಿಡುತ್ತಾರೆ. ಆದರೆ ಸಜ್ಜನರ ನಡೆ ಸದಾ ಒಂದೇ ರೀತಿ ಇರುತ್ತದೆ. ಶ್ರೀರಾಮಚಂದ್ರ, ಹರಿಶ್ಚಂದ್ರ ಮೊದಲಾದವರು ಇಂತಹ ಉತ್ತಮ ಸ್ವಭಾವಕ್ಕೆ ನಿದರ್ಶನ. ವನವಾಸದಂತಹ ಕಷ್ಟ ಬಂದರೂ ರಾಮ ತನ್ನ ಧರ್ಮವನ್ನು ಬಿಡಲಿಲ್ಲ. — [140, 805, 270, 916]
article-pak-title[interactable]: 'ಪಾಕ್ ಸಮರ' ಮೀರುವ ಇವರ 'ವಾಕ್ ಸಮರ' — [238, 1162, 600, 1191]
article-anche-col3 — [722, 710, 918, 1150]
article-gopal-col3 — [722, 200, 918, 644]
issue-place: ಹುಬ್ಬಳ್ಳಿ — [846, 76, 868, 86]
decorative-stripe — [612, 42, 762, 86]
article-pak-text-1: ದ್ಧ ಸಂದರ್ಭದಲ್ಲಿ ಕೇಸರಿ ಪಡೆ ಏನಾಗಿ ಇರಬೇಕು ಎಂಬುದು ಪ್ರಶ್ನೆ. ಭಾರತದ ಸೇನೆ ಪಾಕಿಸ್ತಾನದ ಉಗ್ರ ನೆಲೆಗಳ ಮೇಲೆ ನಡೆಸಿದ ಆಪರೇಷನ್ ಸಿಂದೂರ ಯಶಸ್ವಿಯಾಗಿದೆ. ಆದರೆ ದೇಶದ ಒಳಗೆ ರಾಜಕೀಯ ಪಕ್ಷಗಳ ನಡುವಿನ ವಾಕ್ ಸಮರ ಮಾತ್ರ ನಿಲ್ಲುತ್ತಿಲ್ಲ. ಕಾಂಗ್ರೆಸ್ ನಾಯಕರು ಸೇನೆಯ ಕಾರ್ಯಾಚರಣೆಯ ಬಗ್ಗೆ ಪ್ರಶ್ನೆ ಎತ್ತುತ್ತಿದ್ದಾರೆ. ಎಷ್ಟು ವಿಮಾನ ನಷ್ಟವಾಯಿತು ಎಂದು ಕೇಳುತ್ತಿದ್ದಾರೆ. ಇದಕ್ಕೆ ಬಿಜೆಪಿ ನಾಯಕರು ತೀಕ್ಷ್ಣ ತಿರುಗೇಟು ನೀಡುತ್ತಿದ್ದಾರೆ. ಸೇನೆಯ ಶೌರ್ಯವನ್ನು ಪ್ರಶ್ನಿಸುವುದು ದೇಶದ್ರೋಹ ಎನ್ನುತ್ತಿದ್ದಾರೆ. ಸರ್ವಪಕ್ಷ ನಿಯೋಗಗಳು ವಿದೇಶಗಳಿಗೆ ತೆರಳಿ ಭಾರತದ ನಿಲುವನ್ನು ವಿವರಿಸುತ್ತಿವೆ. ಶಶಿ ತರೂರ್ ಅವರನ್ನು ನಿಯೋಗದ ನೇತೃತ್ವಕ್ಕೆ ಆಯ್ಕೆ ಮಾಡಿದ್ದು ಕಾಂಗ್ರೆಸ್‌ಗೆ ಇರುಸುಮುರುಸು ತಂದಿದೆ. ಪಕ್ಷದ ಶಿಫಾರಸು ಪಟ್ಟಿಯಲ್ಲಿ ತರೂರ್ ಹೆಸರಿರಲಿಲ್ಲ. ಆದರೂ ಕೇಂದ್ರ ಸರ್ಕಾರ ಅವರನ್ನು ಆಯ್ಕೆ ಮಾಡಿತು. ರಾಷ್ಟ್ರೀಯ ಭದ್ರತೆಯ ವಿಷಯದಲ್ಲಿ ಎಲ್ಲ ಪಕ್ಷಗಳೂ ಒಂದಾಗಿ ನಿಲ್ಲಬೇಕಿರುವುದು ಇಂದಿನ ಅಗತ್ಯ. ಆದರೆ ರಾಜಕೀಯ ಲಾಭಕ್ಕಾಗಿ ವಾಕ್ ಸಮರ ಮುಂದುವರಿದಿದೆ. ಜನಸಾಮಾನ್ಯರು ಇದನ್ನೆಲ್ಲ ಗಮನಿಸುತ್ತಿದ್ದಾರೆ. ಚುನಾವಣೆಯಲ್ಲಿ ಇದಕ್ಕೆ ತಕ್ಕ ಉತ್ತರ ನೀಡುತ್ತಾರೆ. ಪಾಕಿಸ್ತಾನದ ವಿರುದ್ಧದ ಸಮರಕ್ಕಿಂತ ದೇಶದೊಳಗಿನ ವಾಕ್ ಸಮರವೇ ಹೆಚ್ಚು ಸದ್ದು ಮಾಡುತ್ತಿದೆ. ಇದು ವಿಪರ್ಯಾಸವೇ ಸರಿ. ಸೇನೆಯ ಸಾಧನೆಯನ್ನು ಗೌರವಿಸಬೇಕೇ ಹೊರತು ಅದನ್ನು ರಾಜಕೀಯಕ್ಕೆ ಬಳಸಿಕೊಳ್ಳಬಾರದು. ಎಲ್ಲ ಪಕ್ಷಗಳ ನಾಯಕರು ಸಂಯಮದಿಂದ ವರ್ತಿಸಬೇಕಿದೆ. ದೇಶದ ಹಿತವೇ ಮೊದಲು ಎಂಬ ಮನೋಭಾವ ಎಲ್ಲರಲ್ಲೂ ಬರಬೇಕಿದೆ. ಪ್ರಜಾಪ್ರಭುತ್ವದಲ್ಲಿ ಪ್ರತಿಪಕ್ಷಗಳಿಗೆ ಪ್ರಶ್ನಿಸುವ ಹಕ್ಕಿದೆ ನಿಜ. ಆದರೆ ಯಾವ ಸಮಯದಲ್ಲಿ ಏನು ಪ್ರಶ್ನಿಸಬೇಕು ಎಂಬ ವಿವೇಕವೂ ಇರಬೇಕು. ಶತ್ರುದೇಶಕ್ಕೆ ಲಾಭವಾಗುವಂತಹ ಹೇಳಿಕೆಗಳನ್ನು ನೀಡಬಾರದು. — [30, 1213, 202, 1401]
subhava-heading: ಉತ್ತಮರ ಸಭಾವ — [30, 653, 97, 667]
print-registration-marks — [450, 1442, 494, 1450]
article-gopal-col2b — [504, 444, 712, 644]
editorial-dropcap: ಅಂ — [44, 200, 82, 235]
author-email-link[interactable]: dugulakshman@yahoo.com — [510, 206, 615, 215]
cyan-dot — [450, 1442, 458, 1450]
magenta-dot — [102, 1442, 110, 1450]
cyan-dot — [820, 1442, 828, 1450]
article-anche-dropcap: ನ್ಯೈ — [284, 710, 315, 745]
editorial-band-label: ಸಂಪಾದಕೀಯ — [84, 102, 178, 126]
subhava-body-bottom — [30, 920, 270, 1148]
black-dot — [486, 1442, 494, 1450]
article-pak-dropcap: ಯು — [30, 1212, 78, 1247]
editorial-heading[interactable]: ಭಾರತವೀಗ ಜಗತ್ತಿನ 4ನೇ ದೊಡ್ಡ ಆರ್ಥಿಕತೆ — [46, 151, 217, 192]
column-name: ನೇರ ನೋಟ — [512, 158, 579, 178]
column-name-2: ವಾರದ ವರಸೆ — [528, 732, 597, 751]
print-registration-marks — [820, 1442, 864, 1450]
subhava-verse — [30, 672, 270, 720]
editorial-emblem-icon — [44, 100, 76, 132]
masthead — [0, 0, 945, 88]
article-anche-text-3: ಬರಹೊಳ್ಳುವಂತಾಗಿದೆ. ಪತ್ರ ಬರೆಯುವ ಕಲೆ ಮರೆಯಾಗುತ್ತಿದೆ. ಇಂದಿನ ಮಕ್ಕಳಿಗೆ ಪೋಸ್ಟ್ ಕಾರ್ಡ್ ಎಂದರೆ ಏನು ಎಂಬುದೇ ತಿಳಿದಿಲ್ಲ. ಅಂಚೆ ಕಚೇರಿಗಳು ಈಗ ಬ್ಯಾಂಕಿಂಗ್, ವಿಮೆ ಮೊದಲಾದ ಸೇವೆಗಳ ಮೂಲಕ ಹೊಸ ರೂಪ ಪಡೆದಿವೆ. ಆದರೂ ಅಂಚೆಯಣ್ಣನ ಆ ಸೈಕಲ್ ಬೆಲ್ ಶಬ್ದ, ಖಾಕಿ ಸಮವಸ್ತ್ರ, ಹೆಗಲಿಗೆ ನೇತಾಡುತ್ತಿದ್ದ ಚೀಲ ಇವೆಲ್ಲ ಇಂದಿಗೂ ನೆನಪಿನಲ್ಲಿ ಅಚ್ಚಳಿಯದೆ ಉಳಿದಿವೆ. ಮನಿಯಾರ್ಡರ್ ತಂದಾಗ ಕುಟುಂಬದವರ ಮುಖದಲ್ಲಿ ಮೂಡುತ್ತಿದ್ದ ಸಂತಸ, ಕೆಟ್ಟ ಸುದ್ದಿಯ ಟೆಲಿಗ್ರಾಂ ತಂದಾಗಿನ ಆತಂಕ ಎಲ್ಲವನ್ನೂ ಆತ ಕಂಡಿದ್ದ. ಅಂಚೆಯಣ್ಣ ಕೇವಲ ನೌಕರನಾಗಿರಲಿಲ್ಲ, ಊರಿನ ಸುಖ ದುಃಖಗಳ ಭಾಗಿಯಾಗಿದ್ದ. ಇಂದು ತಂತ್ರಜ್ಞಾನ ಎಷ್ಟೇ ಮುಂದುವರಿದರೂ ಆ ಆತ್ಮೀಯತೆ ಮರಳಿ ಬರಲಾರದು. ಟೊಪ್ಪಿಗೋಲು: ಅಂಚೆಯಣ್ಣನನ್ನು ಮರೆಯದಿರೋಣ. — [722, 711, 918, 785]
issue-day: ಸೋಮವಾರ — [814, 44, 866, 59]
black-dot — [126, 1442, 134, 1450]
article-pak-col3 — [386, 1200, 558, 1436]
cyan-dot — [90, 1442, 98, 1450]
logo-tagline: ರಾಷ್ಟ್ರ ಜಾಗೃತಿಯ ಧ್ವನಿ — [94, 68, 144, 76]
shloka-author-avatar — [40, 884, 64, 910]
